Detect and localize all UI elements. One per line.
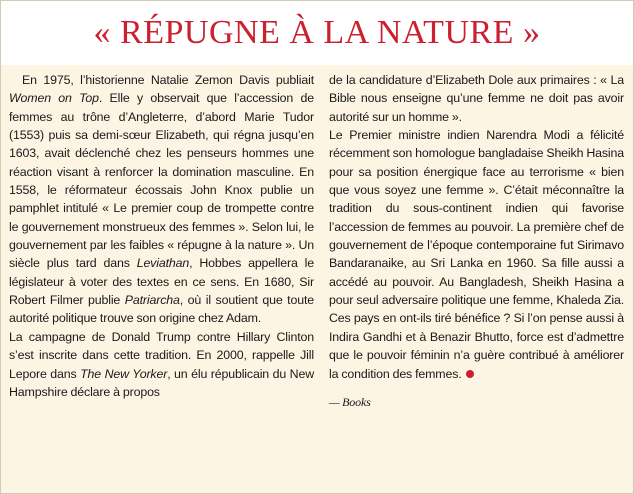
paragraph [9, 328, 314, 401]
text-run: , un élu républicain du New Hampshire déclare à propos [9, 366, 315, 399]
text-run: , où il soutient que toute autorité politique trouve son origine chez Adam. [9, 293, 314, 326]
text-run: La campagne de Donald Trump contre Hillary Clinton s’est inscrite dans cette tradition. En 2000, rappelle Jill Lepore dans [9, 329, 314, 381]
end-of-article-dot-icon [466, 370, 474, 378]
paragraph [329, 126, 624, 383]
text-run: Le Premier ministre indien Narendra Modi a félicité récemment son homologue bangladaise Sheikh Hasina pour sa position énergique face au terrorisme « bien que vous soyez une femme ». C’était méconnaître la tradition du sous-continent indien qui favorise l’accession de femmes au pouvoir. La première chef de gouvernement de l’époque contemporaine fut Sirimavo Bandaranaike, au Sri Lanka en 1960. Sa fille aussi a accédé au pouvoir. Au Bangladesh, Sheikh Hasina a pour seul adversaire politique une femme, Khaleda Zia. Ces pays en ont-ils tiré bénéfice ? Si l’on pense aussi à Indira Gandhi et à Benazir Bhutto, force est d’admettre que le pouvoir féminin n’a guère contribué à améliorer la condition des femmes. [329, 128, 624, 381]
book-title: Leviathan [136, 256, 190, 271]
text-run: , Hobbes appellera le législateur à voter des textes en ce sens. En 1680, Sir Robert Filmer publie [9, 256, 314, 308]
paragraph: de la candidature d’Elizabeth Dole aux primaires : « La Bible nous enseigne qu’une femme ne doit pas avoir autorité sur un homme ». [329, 73, 624, 124]
left-column [9, 71, 314, 401]
book-title: Patriarcha [124, 293, 180, 308]
source-credit: — Books [329, 394, 371, 409]
book-title: Women on Top [9, 91, 99, 106]
text-run: . Elle y observait que l’accession de femmes au trône d’Angleterre, d’abord Marie Tudor (1553) puis sa demi-sœur Elizabeth, qui régna jusqu’en 1603, avait déclenché chez les penseurs hommes une réaction visant à renforcer la domination masculine. En 1558, le réformateur écossais John Knox publie un pamphlet intitulé « Le premier coup de trompette contre le gouvernement monstrueux des femmes ». Selon lui, le gouvernement par les faibles « répugne à la nature ». Un siècle plus tard dans [9, 91, 314, 271]
text-run: En 1975, l’historienne Natalie Zemon Davis publiait [22, 73, 314, 87]
publication-title: The New Yorker [80, 366, 168, 381]
right-column [329, 71, 624, 411]
article-box [1, 65, 633, 493]
article-title: « RÉPUGNE À LA NATURE » [93, 14, 541, 51]
paragraph [9, 71, 314, 328]
